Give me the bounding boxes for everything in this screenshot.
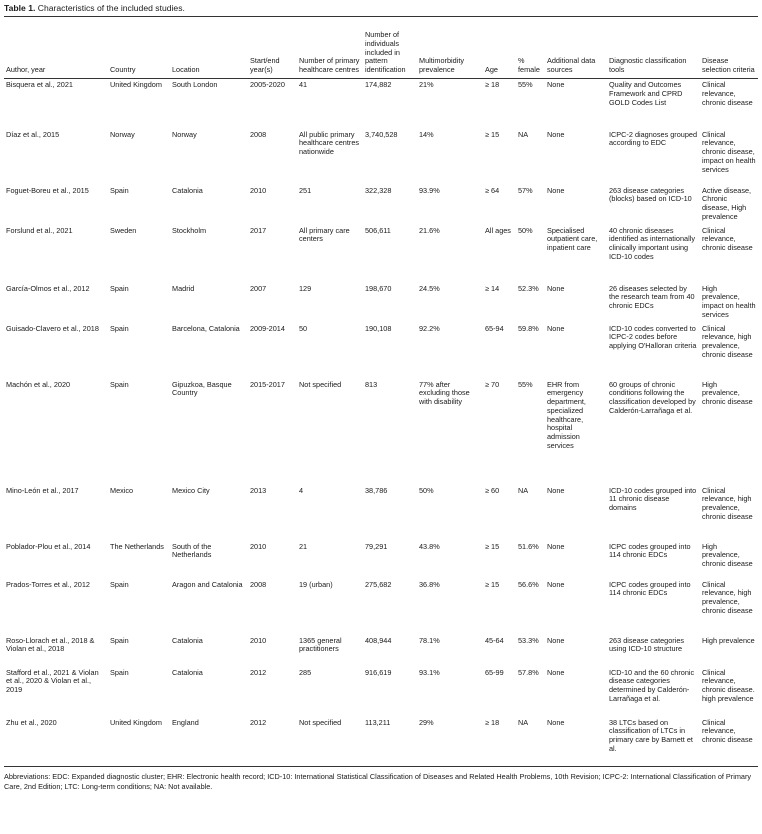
table-row xyxy=(4,323,758,379)
table-row xyxy=(4,717,758,767)
table-row xyxy=(4,579,758,635)
table-cell: Clinical relevance, high prevalence, chronic disease xyxy=(702,579,753,615)
table-cell: 2012 xyxy=(250,717,267,727)
table-cell: 93.1% xyxy=(419,667,440,677)
table-cell: Clinical relevance, chronic disease, impact on health services xyxy=(702,129,756,174)
table-row xyxy=(4,379,758,485)
table-cell: Spain xyxy=(110,579,129,589)
table-cell: Clinical relevance, chronic disease. high prevalence xyxy=(702,667,755,703)
table-cell: None xyxy=(547,323,565,333)
table-caption-text: Characteristics of the included studies. xyxy=(37,3,185,13)
table-cell: 40 chronic diseases identified as internationally clinically important using ICD-10 codes xyxy=(609,225,695,261)
table-cell: 50 xyxy=(299,323,308,333)
table-cell: ICPC codes grouped into 114 chronic EDCs xyxy=(609,579,691,598)
header-row xyxy=(4,17,758,79)
table-cell: 53.3% xyxy=(518,635,539,645)
table-cell: United Kingdom xyxy=(110,80,162,89)
table-cell: Clinical relevance, high prevalence, chronic disease xyxy=(702,323,753,359)
table-cell: ICD-10 codes converted to ICPC-2 codes before applying O'Halloran criteria xyxy=(609,323,697,351)
table-cell: High prevalence, chronic disease xyxy=(702,379,753,407)
column-header: Disease selection criteria xyxy=(700,17,758,79)
column-header: Number of individuals included in pattern identification xyxy=(363,17,417,79)
table-cell: 92.2% xyxy=(419,323,440,333)
table-cell: None xyxy=(547,635,565,645)
table-cell: Sweden xyxy=(110,225,137,235)
table-cell: Specialised outpatient care, inpatient care xyxy=(547,225,598,253)
table-cell: 285 xyxy=(299,667,312,677)
table-cell: Clinical relevance, chronic disease xyxy=(702,225,753,253)
table-cell: NA xyxy=(518,129,529,139)
table-cell: 916,619 xyxy=(365,667,392,677)
table-cell: All public primary healthcare centres nationwide xyxy=(299,129,360,157)
table-cell: 59.8% xyxy=(518,323,539,333)
table-cell: Gipuzkoa, Basque Country xyxy=(172,379,232,398)
table-cell: 60 groups of chronic conditions following the classification developed by Calderón-Larrañaga et al. xyxy=(609,379,696,415)
table-cell: Spain xyxy=(110,283,129,293)
column-header: Multimorbidity prevalence xyxy=(417,17,483,79)
table-cell: None xyxy=(547,283,565,293)
table-cell: South of the Netherlands xyxy=(172,541,212,560)
table-cell: 29% xyxy=(419,717,434,727)
table-cell: Díaz et al., 2015 xyxy=(6,129,60,139)
table-row xyxy=(4,225,758,283)
table-cell: ICPC codes grouped into 114 chronic EDCs xyxy=(609,541,691,560)
table-cell: 813 xyxy=(365,379,378,389)
table-cell: All ages xyxy=(485,225,511,235)
table-cell: Machón et al., 2020 xyxy=(6,379,71,389)
table-cell: ≥ 15 xyxy=(485,579,500,589)
table-cell: 408,944 xyxy=(365,635,392,645)
table-row xyxy=(4,635,758,667)
column-header: % female xyxy=(516,17,545,79)
table-cell: Catalonia xyxy=(172,667,203,677)
table-row xyxy=(4,541,758,579)
table-caption-label: Table 1. xyxy=(4,3,36,13)
table-cell: Mexico City xyxy=(172,485,210,495)
table-cell: The Netherlands xyxy=(110,541,164,551)
table-cell: Guisado-Clavero et al., 2018 xyxy=(6,323,99,333)
table-row xyxy=(4,667,758,717)
table-cell: Clinical relevance, chronic disease xyxy=(702,80,753,107)
table-cell: ≥ 70 xyxy=(485,379,500,389)
table-cell: None xyxy=(547,80,565,89)
table-cell: Forslund et al., 2021 xyxy=(6,225,73,235)
table-cell: 79,291 xyxy=(365,541,388,551)
table-cell: 55% xyxy=(518,80,533,89)
table-row xyxy=(4,185,758,225)
table-row xyxy=(4,79,758,129)
table-cell: 2017 xyxy=(250,225,267,235)
table-cell: None xyxy=(547,485,565,495)
table-cell: 65-99 xyxy=(485,667,504,677)
table-cell: Norway xyxy=(110,129,135,139)
table-cell: ≥ 18 xyxy=(485,80,500,89)
table-cell: 14% xyxy=(419,129,434,139)
table-cell: Prados-Torres et al., 2012 xyxy=(6,579,90,589)
table-cell: Madrid xyxy=(172,283,195,293)
table-cell: None xyxy=(547,717,565,727)
table-cell: Clinical relevance, high prevalence, chronic disease xyxy=(702,485,753,521)
table-cell: ≥ 14 xyxy=(485,283,500,293)
table-cell: None xyxy=(547,541,565,551)
table-cell: 19 (urban) xyxy=(299,579,333,589)
table-cell: Spain xyxy=(110,185,129,195)
table-cell: 2010 xyxy=(250,541,267,551)
table-cell: Bisquera et al., 2021 xyxy=(6,80,73,89)
table-cell: ICD-10 and the 60 chronic disease categories determined by Calderón-Larrañaga et al. xyxy=(609,667,695,703)
table-cell: Not specified xyxy=(299,379,342,389)
column-header: Author, year xyxy=(4,17,108,79)
table-cell: 322,328 xyxy=(365,185,392,195)
table-cell: Spain xyxy=(110,379,129,389)
table-row xyxy=(4,283,758,323)
table-cell: Spain xyxy=(110,323,129,333)
table-cell: England xyxy=(172,717,199,727)
table-cell: ≥ 15 xyxy=(485,541,500,551)
table-cell: Mexico xyxy=(110,485,134,495)
table-cell: 2012 xyxy=(250,667,267,677)
table-cell: Stafford et al., 2021 & Violan et al., 2020 & Violan et al., 2019 xyxy=(6,667,99,695)
table-cell: 57% xyxy=(518,185,533,195)
table-cell: 93.9% xyxy=(419,185,440,195)
table-cell: Stockholm xyxy=(172,225,207,235)
table-cell: 1365 general practitioners xyxy=(299,635,342,654)
table-cell: 2010 xyxy=(250,635,267,645)
table-cell: Zhu et al., 2020 xyxy=(6,717,57,727)
table-cell: Poblador-Plou et al., 2014 xyxy=(6,541,91,551)
table-cell: 77% after excluding those with disability xyxy=(419,379,470,407)
table-body xyxy=(4,79,758,767)
table-cell: ICPC-2 diagnoses grouped according to EDC xyxy=(609,129,698,148)
table-cell: Foguet-Boreu et al., 2015 xyxy=(6,185,89,195)
table-cell: 38,786 xyxy=(365,485,388,495)
table-cell: 21 xyxy=(299,541,308,551)
table-cell: None xyxy=(547,129,565,139)
table-cell: NA xyxy=(518,485,529,495)
table-cell: 2005-2020 xyxy=(250,80,285,89)
table-cell: ≥ 64 xyxy=(485,185,500,195)
table-cell: 45-64 xyxy=(485,635,504,645)
column-header: Age xyxy=(483,17,516,79)
table-cell: Aragon and Catalonia xyxy=(172,579,243,589)
table-cell: 263 disease categories using ICD-10 structure xyxy=(609,635,685,654)
table-cell: Not specified xyxy=(299,717,342,727)
table-cell: EHR from emergency department, specialized healthcare, hospital admission services xyxy=(547,379,586,451)
table-cell: South London xyxy=(172,80,218,89)
table-cell: García-Olmos et al., 2012 xyxy=(6,283,90,293)
table-cell: 21.6% xyxy=(419,225,440,235)
table-cell: 57.8% xyxy=(518,667,539,677)
table-cell: Catalonia xyxy=(172,635,203,645)
table-cell: 65-94 xyxy=(485,323,504,333)
table-cell: 38 LTCs based on classification of LTCs in primary care by Barnett et al. xyxy=(609,717,693,753)
table-cell: United Kingdom xyxy=(110,717,162,727)
table-cell: Barcelona, Catalonia xyxy=(172,323,240,333)
table-cell: 4 xyxy=(299,485,304,495)
table-cell: High prevalence, chronic disease xyxy=(702,541,753,569)
table-cell: ≥ 18 xyxy=(485,717,500,727)
table-cell: 36.8% xyxy=(419,579,440,589)
table-cell: 51.6% xyxy=(518,541,539,551)
table-cell: 43.8% xyxy=(419,541,440,551)
table-row xyxy=(4,485,758,541)
table-cell: Roso-Llorach et al., 2018 & Violan et al., 2018 xyxy=(6,635,95,654)
table-cell: 198,670 xyxy=(365,283,392,293)
characteristics-table xyxy=(4,16,758,767)
column-header: Location xyxy=(170,17,248,79)
table-cell: Norway xyxy=(172,129,197,139)
table-cell: 24.5% xyxy=(419,283,440,293)
table-cell: 26 diseases selected by the research team from 40 chronic EDCs xyxy=(609,283,695,311)
table-cell: 2013 xyxy=(250,485,267,495)
table-cell: 2010 xyxy=(250,185,267,195)
table-cell: 41 xyxy=(299,80,308,89)
table-caption xyxy=(4,0,758,16)
table-cell: 174,882 xyxy=(365,80,392,89)
column-header: Additional data sources xyxy=(545,17,607,79)
column-header: Diagnostic classification tools xyxy=(607,17,700,79)
table-cell: 55% xyxy=(518,379,533,389)
column-header: Start/end year(s) xyxy=(248,17,297,79)
table-cell: Spain xyxy=(110,667,129,677)
table-cell: None xyxy=(547,579,565,589)
table-cell: 113,211 xyxy=(365,717,391,727)
table-cell: Catalonia xyxy=(172,185,203,195)
table-cell: None xyxy=(547,185,565,195)
table-cell: 2008 xyxy=(250,579,267,589)
table-cell: ICD-10 codes grouped into 11 chronic disease domains xyxy=(609,485,697,513)
table-cell: 2007 xyxy=(250,283,267,293)
footnote: Abbreviations: EDC: Expanded diagnostic cluster; EHR: Electronic health record; ICD-10: International Statistical Classification of Diseases and Related Health Problems, 10th Revision; ICPC-2: International Classification of Primary Care, 2nd Edition; LTC: Long-term conditions; NA: Not available. xyxy=(4,772,752,791)
table-cell: 78.1% xyxy=(419,635,440,645)
table-cell: Clinical relevance, chronic disease xyxy=(702,717,753,745)
table-cell: 2009-2014 xyxy=(250,323,285,333)
column-header: Number of primary healthcare centres xyxy=(297,17,363,79)
table-cell: 2015-2017 xyxy=(250,379,285,389)
table-row xyxy=(4,129,758,185)
table-cell: 2008 xyxy=(250,129,267,139)
table-cell: 52.3% xyxy=(518,283,539,293)
table-cell: Quality and Outcomes Framework and CPRD GOLD Codes List xyxy=(609,80,683,107)
table-cell: Mino-León et al., 2017 xyxy=(6,485,79,495)
table-cell: 251 xyxy=(299,185,312,195)
table-cell: 50% xyxy=(419,485,434,495)
table-cell: 190,108 xyxy=(365,323,392,333)
table-cell: 129 xyxy=(299,283,312,293)
table-cell: Spain xyxy=(110,635,129,645)
table-cell: High prevalence xyxy=(702,635,755,645)
table-cell: 56.6% xyxy=(518,579,539,589)
table-cell: 506,611 xyxy=(365,225,391,235)
table-cell: 263 disease categories (blocks) based on ICD-10 xyxy=(609,185,692,204)
table-cell: Active disease, Chronic disease, High prevalence xyxy=(702,185,752,221)
table-cell: 50% xyxy=(518,225,533,235)
table-cell: NA xyxy=(518,717,529,727)
column-header: Country xyxy=(108,17,170,79)
table-cell: None xyxy=(547,667,565,677)
table-cell: All primary care centers xyxy=(299,225,350,244)
table-cell: High prevalence, impact on health services xyxy=(702,283,756,319)
table-cell: ≥ 15 xyxy=(485,129,500,139)
table-cell: 275,682 xyxy=(365,579,392,589)
table-cell: ≥ 60 xyxy=(485,485,500,495)
table-cell: 21% xyxy=(419,80,434,89)
table-cell: 3,740,528 xyxy=(365,129,398,139)
